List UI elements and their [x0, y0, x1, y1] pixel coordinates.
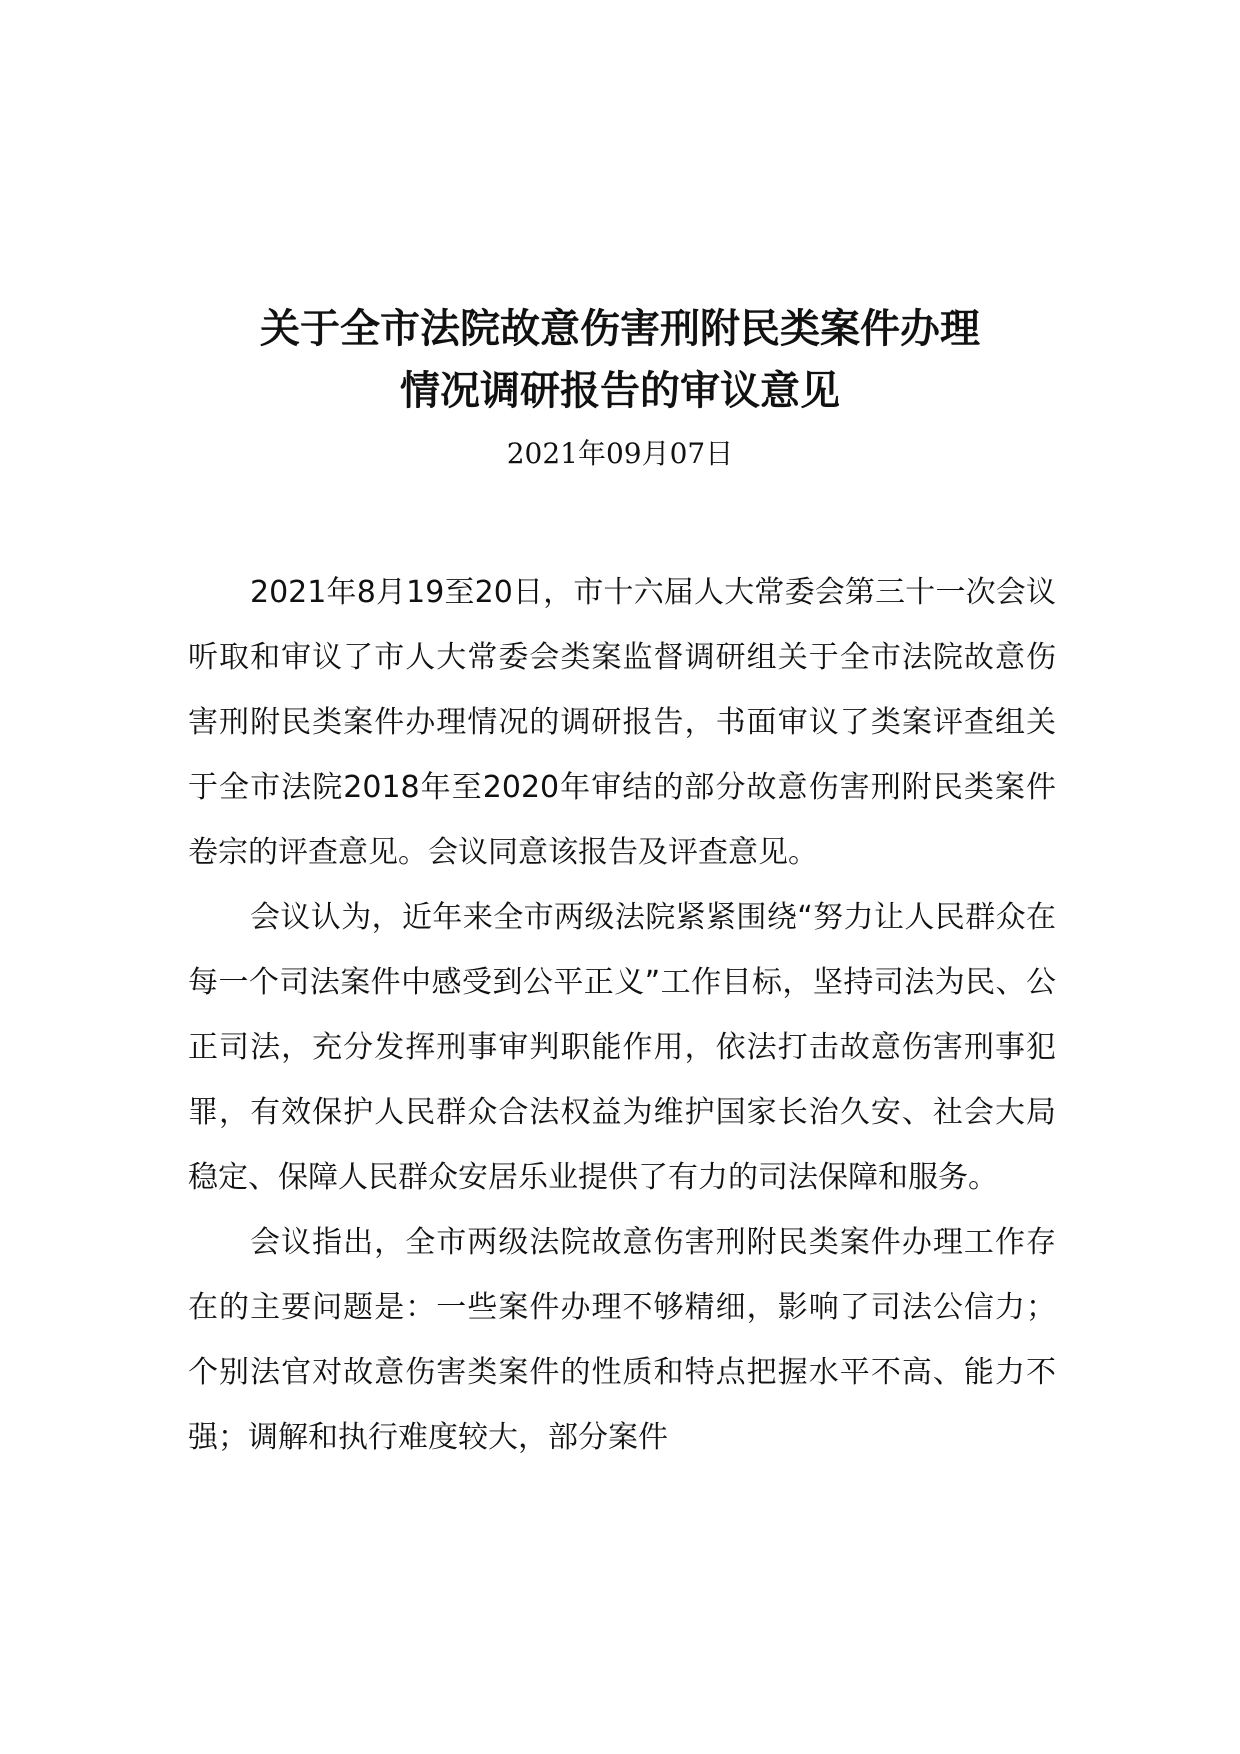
title-line-1: 关于全市法院故意伤害刑附民类案件办理	[260, 306, 980, 352]
document-title	[0, 298, 1240, 422]
document-body	[188, 560, 1056, 1470]
document-date: 2021年09月07日	[506, 437, 734, 470]
paragraph-3: 会议指出，全市两级法院故意伤害刑附民类案件办理工作存在的主要问题是：一些案件办理不够精细，影响了司法公信力；个别法官对故意伤害类案件的性质和特点把握水平不高、能力不强；调解和执行难度较大，部分案件	[188, 1225, 1056, 1455]
paragraph-2: 会议认为，近年来全市两级法院紧紧围绕“努力让人民群众在每一个司法案件中感受到公平正义”工作目标，坚持司法为民、公正司法，充分发挥刑事审判职能作用，依法打击故意伤害刑事犯罪，有效保护人民群众合法权益为维护国家长治久安、社会大局稳定、保障人民群众安居乐业提供了有力的司法保障和服务。	[188, 900, 1056, 1195]
title-line-2: 情况调研报告的审议意见	[400, 368, 840, 414]
paragraph-1: 2021年8月19至20日，市十六届人大常委会第三十一次会议听取和审议了市人大常委会类案监督调研组关于全市法院故意伤害刑附民类案件办理情况的调研报告，书面审议了类案评查组关于全市法院2018年至2020年审结的部分故意伤害刑附民类案件卷宗的评查意见。会议同意该报告及评查意见。	[188, 575, 1056, 870]
